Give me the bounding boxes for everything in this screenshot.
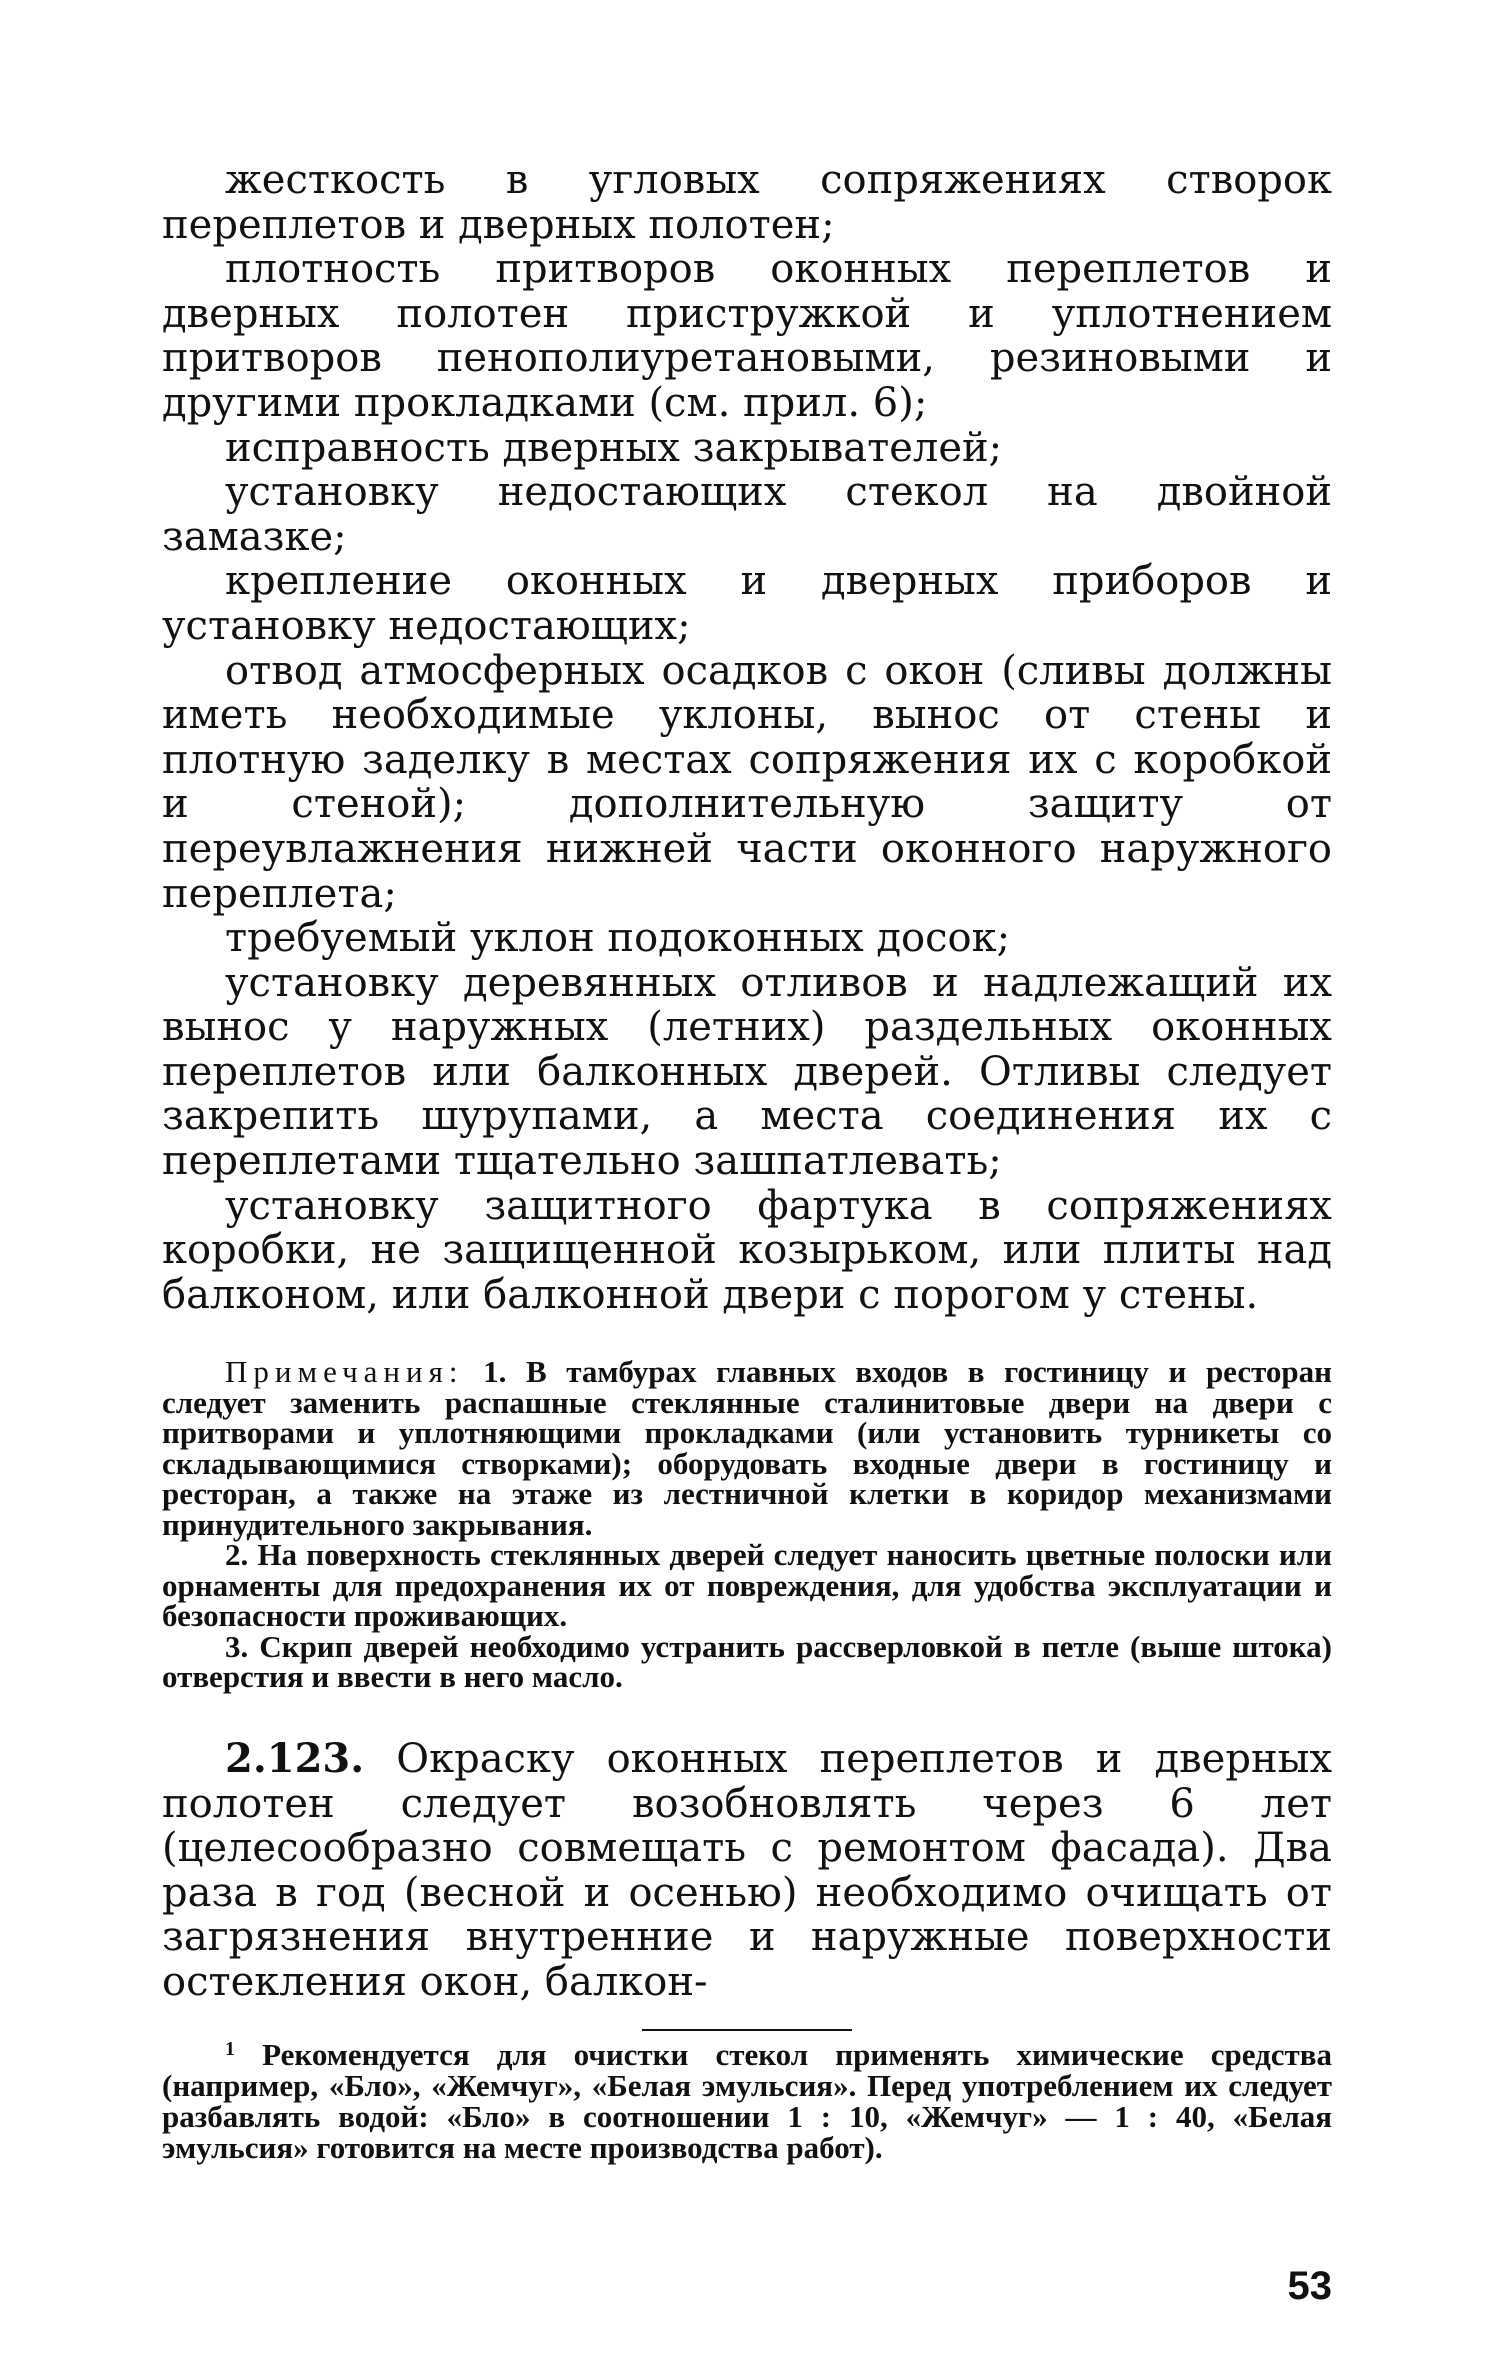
paragraph: требуемый уклон подоконных досок; xyxy=(225,915,1011,962)
notes-block xyxy=(162,1354,1332,1695)
paragraph: установку деревянных отливов и надлежащий их вынос у наружных (летних) раздельных оконных переплетов или балконных дверей. Отливы следует закрепить шурупами, а места соединения их с переплетами тщательно зашпатлевать; xyxy=(162,959,1332,1185)
paragraph: установку защитного фартука в сопряжениях коробки, не защищенной козырьком, или плиты над балконом, или балконной двери с порогом у стены. xyxy=(162,1182,1332,1318)
footnote-text: Рекомендуется для очистки стекол применять химические средства (например, «Бло», «Жемчуг», «Белая эмульсия». Перед употреблением их следует разбавлять водой: «Бло» в соотношении 1 : 10, «Жемчуг» — 1 : 40, «Белая эмульсия» готовится на месте производства работ). xyxy=(162,2036,1332,2165)
note-item: 2. На поверхность стеклянных дверей следует наносить цветные полоски или орнаменты для предохранения их от повреждения, для удобства эксплуатации и безопасности проживающих. xyxy=(162,1537,1332,1634)
section-2-123 xyxy=(162,1734,1332,2005)
footnote xyxy=(162,2036,1332,2165)
document-page xyxy=(162,157,1332,2308)
paragraph: исправность дверных закрывателей; xyxy=(225,424,1003,471)
paragraph: жесткость в угловых сопряжениях створок переплетов и дверных полотен; xyxy=(162,157,1332,248)
notes-label: Примечания: xyxy=(225,1354,464,1390)
footnote-marker: 1 xyxy=(225,2037,235,2060)
paragraph: установку недостающих стекол на двойной замазке; xyxy=(162,469,1332,560)
note-item xyxy=(162,1354,1332,1542)
footnote-paragraph xyxy=(162,2036,1332,2165)
note-item: 3. Скрип дверей необходимо устранить рассверловкой в петле (выше штока) отверстия и ввести в него масло. xyxy=(162,1628,1332,1695)
footnote-divider xyxy=(642,2029,852,2031)
section-text: Окраску оконных переплетов и дверных полотен следует возобновлять через 6 лет (целесообразно совмещать с ремонтом фасада). Два раза в год (весной и осенью) необходимо очищать от загрязнения внутренние и наружные поверхности остекления окон, балкон- xyxy=(162,1735,1332,2005)
paragraph: отвод атмосферных осадков с окон (сливы должны иметь необходимые уклоны, вынос от стены и плотную заделку в местах сопряжения их с коробкой и стеной); дополнительную защиту от переувлажнения нижней части оконного наружного переплета; xyxy=(162,647,1332,917)
paragraph: крепление оконных и дверных приборов и установку недостающих; xyxy=(162,558,1332,649)
main-text xyxy=(162,158,1332,1317)
note-text: 1. В тамбурах главных входов в гостиницу и ресторан следует заменить распашные стеклянные сталинитовые двери на двери с притворами и уплотняющими прокладками (или установить турникеты со складывающимися створками); оборудовать входные двери в гостиницу и ресторан, а также на этаже из лестничной клетки в коридор механизмами принудительного закрывания. xyxy=(162,1354,1332,1542)
paragraph: плотность притворов оконных переплетов и дверных полотен пристружкой и уплотнением притворов пенополиуретановыми, резиновыми и другими прокладками (см. прил. 6); xyxy=(162,246,1332,426)
section-number: 2.123. xyxy=(225,1734,365,1782)
section-paragraph xyxy=(162,1734,1332,2005)
page-number: 53 xyxy=(1287,2264,1332,2308)
